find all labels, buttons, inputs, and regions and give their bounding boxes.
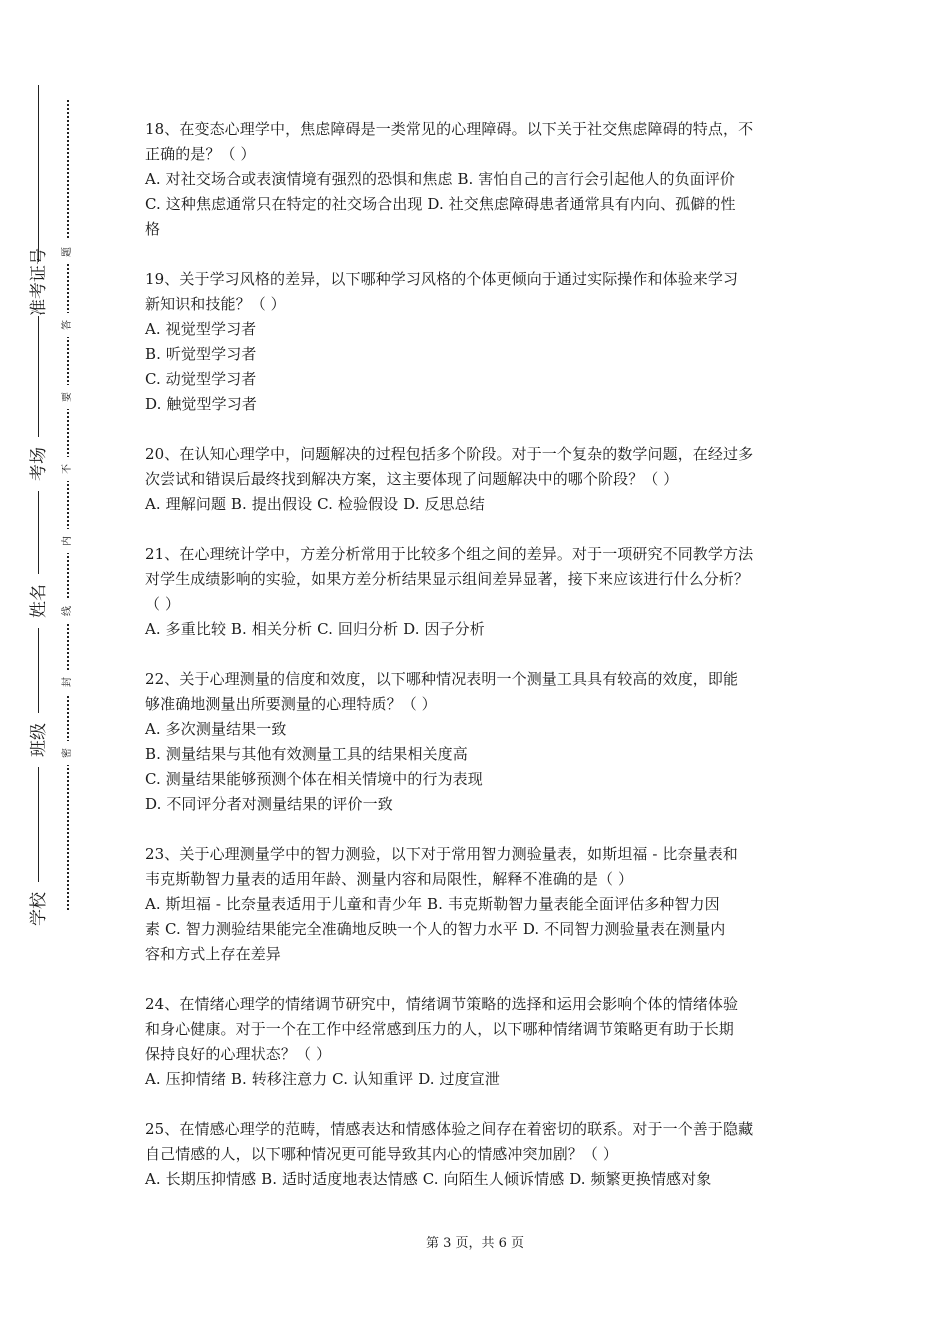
question-text: （ ） [145,595,181,613]
seal-mark-ti: 题 [61,240,75,264]
option-line: A. 多重比较 B. 相关分析 C. 回归分析 D. 因子分析 [145,620,485,638]
option-line: A. 长期压抑情感 B. 适时适度地表达情感 C. 向陌生人倾诉情感 D. 频繁更换情感对象 [145,1170,712,1188]
class-label: 班级 [28,713,50,767]
exam-room-label: 考场 [28,437,50,491]
question-text: 20、在认知心理学中，问题解决的过程包括多个阶段。对于一个复杂的数学问题，在经过多 [145,445,754,463]
question-text: 自己情感的人，以下哪种情况更可能导致其内心的情感冲突加剧？（ ） [145,1145,618,1163]
question-text: 韦克斯勒智力量表的适用年龄、测量内容和局限性，解释不准确的是（ ） [145,870,634,888]
seal-mark-feng: 封 [61,670,75,694]
name-label: 姓名 [28,574,50,628]
question-text: 和身心健康。对于一个在工作中经常感到压力的人，以下哪种情绪调节策略更有助于长期 [145,1020,734,1038]
question-text: 新知识和技能？（ ） [145,295,286,313]
question-23 [145,842,812,967]
seal-mark-xian: 线 [61,599,75,623]
option-line: 素 C. 智力测验结果能完全准确地反映一个人的智力水平 D. 不同智力测验量表在测量内 [145,920,726,938]
question-text: 次尝试和错误后最终找到解决方案，这主要体现了问题解决中的哪个阶段？（ ） [145,470,679,488]
question-19 [145,267,812,417]
question-text: 正确的是？（ ） [145,145,256,163]
seal-mark-yao: 要 [61,385,75,409]
question-21 [145,542,812,642]
seal-mark-bu: 不 [61,457,75,481]
seal-mark-nei: 内 [61,529,75,553]
question-text: 够准确地测量出所要测量的心理特质？（ ） [145,695,437,713]
question-20 [145,442,812,517]
seal-mark-da: 答 [61,313,75,337]
option-line: A. 压抑情绪 B. 转移注意力 C. 认知重评 D. 过度宣泄 [145,1070,500,1088]
question-text: 保持良好的心理状态？（ ） [145,1045,332,1063]
seal-mark-mi: 密 [61,741,75,765]
question-text: 21、在心理统计学中，方差分析常用于比较多个组之间的差异。对于一项研究不同教学方法 [145,545,754,563]
school-label: 学校 [28,882,50,936]
option-line: 格 [145,220,161,238]
question-22 [145,667,812,817]
question-text: 22、关于心理测量的信度和效度，以下哪种情况表明一个测量工具具有较高的效度，即能 [145,670,739,688]
questions-area [145,117,812,1217]
option-a: A. 视觉型学习者 [145,320,257,338]
option-d: D. 触觉型学习者 [145,395,257,413]
question-text: 对学生成绩影响的实验，如果方差分析结果显示组间差异显著，接下来应该进行什么分析？ [145,570,750,588]
binding-solid-line [38,85,39,928]
option-d: D. 不同评分者对测量结果的评价一致 [145,795,393,813]
question-text: 24、在情绪心理学的情绪调节研究中，情绪调节策略的选择和运用会影响个体的情绪体验 [145,995,739,1013]
question-text: 25、在情感心理学的范畴，情感表达和情感体验之间存在着密切的联系。对于一个善于隐藏 [145,1120,754,1138]
question-25 [145,1117,812,1192]
question-18 [145,117,812,242]
option-b: B. 测量结果与其他有效测量工具的结果相关度高 [145,745,468,763]
option-b: B. 听觉型学习者 [145,345,257,363]
question-text: 19、关于学习风格的差异，以下哪种学习风格的个体更倾向于通过实际操作和体验来学习 [145,270,739,288]
option-c: C. 测量结果能够预测个体在相关情境中的行为表现 [145,770,483,788]
option-line: 容和方式上存在差异 [145,945,281,963]
option-a: A. 多次测量结果一致 [145,720,287,738]
binding-margin [0,0,140,1344]
option-line: A. 理解问题 B. 提出假设 C. 检验假设 D. 反思总结 [145,495,485,513]
question-text: 23、关于心理测量学中的智力测验，以下对于常用智力测验量表，如斯坦福 - 比奈量表和 [145,845,738,863]
option-line: C. 这种焦虑通常只在特定的社交场合出现 D. 社交焦虑障碍患者通常具有内向、孤僻的性 [145,195,736,213]
page-footer: 第 3 页，共 6 页 [425,1236,525,1251]
option-line: A. 对社交场合或表演情境有强烈的恐惧和焦虑 B. 害怕自己的言行会引起他人的负面评价 [145,170,735,188]
question-24 [145,992,812,1092]
binding-dotted-line [67,100,69,910]
exam-number-label: 准考证号 [29,248,49,316]
option-line: A. 斯坦福 - 比奈量表适用于儿童和青少年 B. 韦克斯勒智力量表能全面评估多种智力因 [145,895,720,913]
option-c: C. 动觉型学习者 [145,370,257,388]
question-text: 18、在变态心理学中，焦虑障碍是一类常见的心理障碍。以下关于社交焦虑障碍的特点，不 [145,120,754,138]
